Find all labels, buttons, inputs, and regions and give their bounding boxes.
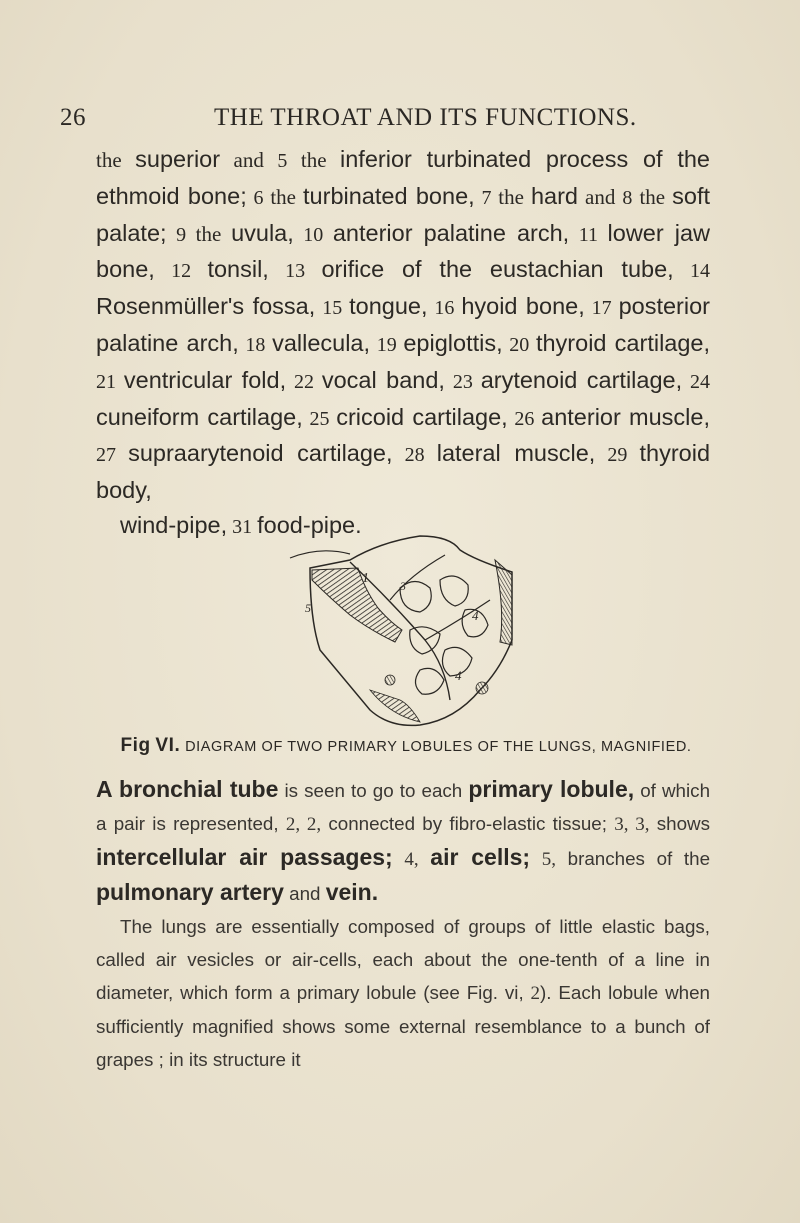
- text-run: 25: [302, 407, 337, 430]
- text-run: 21: [96, 370, 124, 393]
- text-run: tonsil,: [207, 256, 269, 283]
- text-run: and: [283, 883, 326, 904]
- figure-label: 4: [472, 608, 479, 623]
- text-run: posterior palatine arch,: [96, 293, 710, 356]
- text-run: the: [270, 184, 304, 209]
- text-run: 13: [268, 260, 322, 283]
- running-title: THE THROAT AND ITS FUNCTIONS.: [214, 104, 637, 131]
- caption-fig-label: Fig: [120, 735, 151, 756]
- text-run: of which a pair is represented,: [96, 780, 711, 834]
- text-run: turbinated bone,: [303, 182, 475, 209]
- body-text: [96, 773, 710, 1076]
- text-run: arytenoid cartilage,: [480, 366, 683, 393]
- text-run: tongue,: [349, 293, 428, 320]
- text-run: thyroid body,: [96, 440, 711, 504]
- text-run: the: [96, 148, 136, 172]
- text-run: 26: [507, 407, 542, 430]
- text-run: 22: [286, 370, 322, 393]
- paragraph: [96, 910, 710, 1076]
- text-run: 15: [315, 297, 350, 320]
- text-run: and: [578, 184, 623, 209]
- text-run: superior: [135, 146, 221, 172]
- text-run: the: [498, 184, 531, 209]
- text-run: ). Each lobule when sufficiently magnified shows some external resemblance to a bunch of grapes ; in its structure it: [96, 982, 710, 1070]
- paragraph: [96, 773, 710, 910]
- text-run: 6: [246, 186, 271, 209]
- text-run: soft palate;: [96, 182, 711, 246]
- text-run: 20: [502, 333, 536, 356]
- text-run: 31: [227, 515, 258, 538]
- text-run: food-pipe.: [257, 511, 362, 538]
- text-run: the: [287, 148, 341, 172]
- lung-lobules-illustration: [250, 530, 550, 730]
- figure-legend: [96, 142, 710, 545]
- text-run: 2: [530, 983, 541, 1004]
- text-run: shows: [649, 813, 711, 834]
- text-run: vallecula,: [272, 329, 371, 356]
- figure-label: 4: [455, 668, 462, 683]
- text-run: 7: [474, 186, 499, 209]
- text-run: cuneiform cartilage,: [96, 403, 303, 430]
- text-run: lower jaw bone,: [96, 219, 711, 283]
- text-run: A: [96, 776, 120, 802]
- text-run: 11: [569, 223, 608, 246]
- text-run: 18: [238, 333, 273, 356]
- caption-text: DIAGRAM OF TWO PRIMARY LOBULES OF THE LUNGS, MAGNIFIED.: [185, 739, 692, 755]
- text-run: 23: [444, 370, 481, 393]
- figure-caption: [96, 735, 716, 757]
- text-run: bronchial tube: [119, 776, 279, 802]
- text-run: 16: [427, 297, 462, 320]
- text-run: hyoid bone,: [461, 293, 585, 320]
- text-run: branches of the: [556, 848, 711, 869]
- text-run: epiglottis,: [403, 329, 503, 356]
- text-run: 28: [392, 444, 437, 467]
- text-run: 5,: [541, 849, 556, 870]
- page-number: 26: [60, 104, 86, 131]
- text-run: and: [220, 148, 278, 172]
- text-run: anterior palatine arch,: [332, 219, 570, 246]
- text-run: orifice of the eustachian tube,: [321, 256, 674, 283]
- legend-text: [96, 146, 710, 503]
- text-run: [393, 848, 405, 869]
- text-run: Rosenmüller's fossa,: [96, 293, 316, 320]
- text-run: The lungs are essentially composed of groups of little elastic bags, called air vesicles or air-cells, each about the one-tenth of a line in diameter, which form a primary lobule (see Fig. vi,: [96, 916, 710, 1003]
- text-run: intercellular air passages;: [96, 844, 393, 870]
- text-run: 12: [154, 260, 208, 283]
- text-run: air cells;: [430, 844, 531, 870]
- text-run: 19: [370, 333, 404, 356]
- figure-label: 3: [400, 579, 406, 593]
- text-run: ventricular fold,: [123, 366, 287, 393]
- text-run: 4,: [404, 849, 419, 870]
- text-run: 10: [293, 223, 333, 246]
- text-run: 29: [595, 444, 640, 467]
- text-run: anterior muscle,: [541, 403, 711, 430]
- figure-label: 5: [305, 601, 311, 615]
- caption-fig-number: VI.: [155, 735, 181, 756]
- text-run: wind-pipe,: [120, 511, 228, 538]
- text-run: is seen to go to each: [278, 780, 469, 801]
- text-run: 14: [673, 260, 711, 283]
- text-run: [419, 848, 431, 869]
- text-run: lateral muscle,: [436, 440, 596, 467]
- text-run: 5: [277, 150, 288, 172]
- text-run: supraarytenoid cartilage,: [128, 440, 393, 467]
- text-run: 24: [682, 370, 710, 393]
- text-run: primary lobule,: [468, 776, 635, 802]
- text-run: thyroid cartilage,: [535, 329, 711, 356]
- text-run: 9: [166, 223, 196, 246]
- text-run: cricoid cartilage,: [336, 403, 508, 430]
- text-run: 27: [96, 444, 129, 467]
- text-run: 8: [622, 186, 633, 209]
- text-run: uvula,: [231, 219, 294, 246]
- text-run: pulmonary artery: [96, 879, 284, 905]
- figure-label: 1: [362, 571, 369, 586]
- text-run: [530, 848, 542, 869]
- lobule-engraving: [250, 530, 550, 730]
- text-run: 2, 2,: [285, 814, 322, 835]
- text-run: inferior turbinated process of the ethmoid bone;: [96, 146, 711, 209]
- text-run: the: [632, 184, 673, 209]
- text-run: 17: [584, 297, 619, 320]
- text-run: 3, 3,: [614, 814, 650, 835]
- text-run: vein.: [325, 879, 379, 905]
- text-run: vocal band,: [321, 366, 445, 393]
- text-run: the: [195, 221, 232, 246]
- text-run: connected by fibro-elastic tissue;: [321, 813, 615, 834]
- text-run: hard: [530, 182, 578, 209]
